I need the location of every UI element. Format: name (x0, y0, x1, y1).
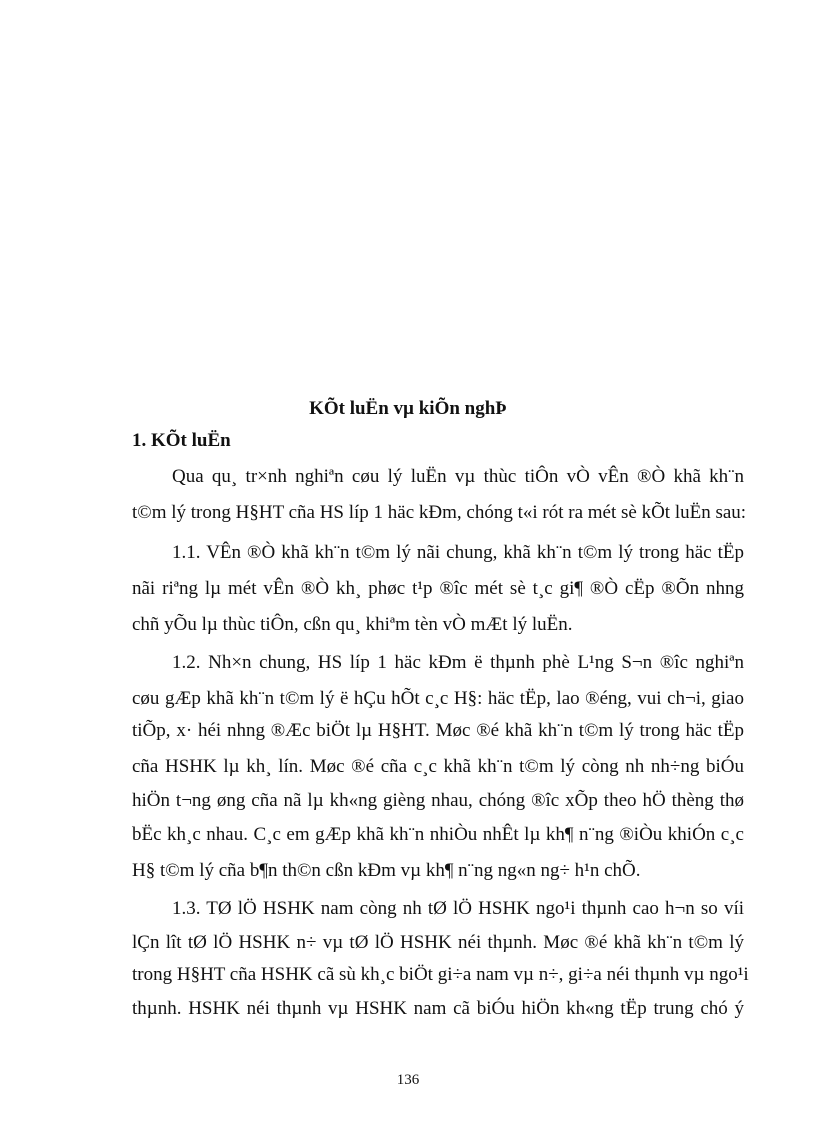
paragraph-line: cña HSHK lµ kh¸ lín. Møc ®é cña c¸c khã kh¨n t©m lý còng nh nh÷ng biÓu (132, 756, 744, 777)
section-heading: 1. KÕt luËn (132, 430, 231, 451)
paragraph-line: tiÕp, x· héi nhng ®Æc biÖt lµ H§HT. Møc ®é khã kh¨n t©m lý trong häc tËp (132, 720, 744, 741)
paragraph-line: 1.2. Nh×n chung, HS líp 1 häc kÐm ë thµnh phè L¹ng S¬n ®îc nghiªn (172, 652, 744, 673)
paragraph-line: trong H§HT cña HSHK cã sù kh¸c biÖt gi÷a nam vµ n÷, gi÷a néi thµnh vµ ngo¹i (132, 964, 749, 985)
paragraph-line: H§ t©m lý cña b¶n th©n cßn kÐm vµ kh¶ n¨ng ng«n ng÷ h¹n chÕ. (132, 860, 641, 881)
paragraph-line: lÇn lît tØ lÖ HSHK n÷ vµ tØ lÖ HSHK néi thµnh. Møc ®é khã kh¨n t©m lý (132, 932, 744, 953)
paragraph-line: chñ yÕu lµ thùc tiÔn, cßn qu¸ khiªm tèn vÒ mÆt lý luËn. (132, 614, 573, 635)
paragraph-line: 1.1. VÊn ®Ò khã kh¨n t©m lý nãi chung, khã kh¨n t©m lý trong häc tËp (172, 542, 744, 563)
paragraph-line: bËc kh¸c nhau. C¸c em gÆp khã kh¨n nhiÒu nhÊt lµ kh¶ n¨ng ®iÒu khiÓn c¸c (132, 824, 744, 845)
paragraph-line: thµnh. HSHK néi thµnh vµ HSHK nam cã biÓu hiÖn kh«ng tËp trung chó ý (132, 998, 744, 1019)
paragraph-line: t©m lý trong H§HT cña HS líp 1 häc kÐm, chóng t«i rót ra mét sè kÕt luËn sau: (132, 502, 747, 523)
paragraph-line: Qua qu¸ tr×nh nghiªn cøu lý luËn vµ thùc tiÔn vÒ vÊn ®Ò khã kh¨n (172, 466, 744, 487)
page-number: 136 (396, 1072, 420, 1088)
paragraph-line: hiÖn t¬ng øng cña nã lµ kh«ng gièng nhau, chóng ®îc xÕp theo hÖ thèng thø (132, 790, 744, 811)
page-title: KÕt luËn vµ kiÕn nghÞ (309, 398, 507, 419)
paragraph-line: 1.3. TØ lÖ HSHK nam còng nh tØ lÖ HSHK ngo¹i thµnh cao h¬n so víi (172, 898, 744, 919)
paragraph-line: cøu gÆp khã kh¨n t©m lý ë hÇu hÕt c¸c H§: häc tËp, lao ®éng, vui ch¬i, giao (132, 688, 744, 709)
paragraph-line: nãi riªng lµ mét vÊn ®Ò kh¸ phøc t¹p ®îc mét sè t¸c gi¶ ®Ò cËp ®Õn nhng (132, 578, 744, 599)
